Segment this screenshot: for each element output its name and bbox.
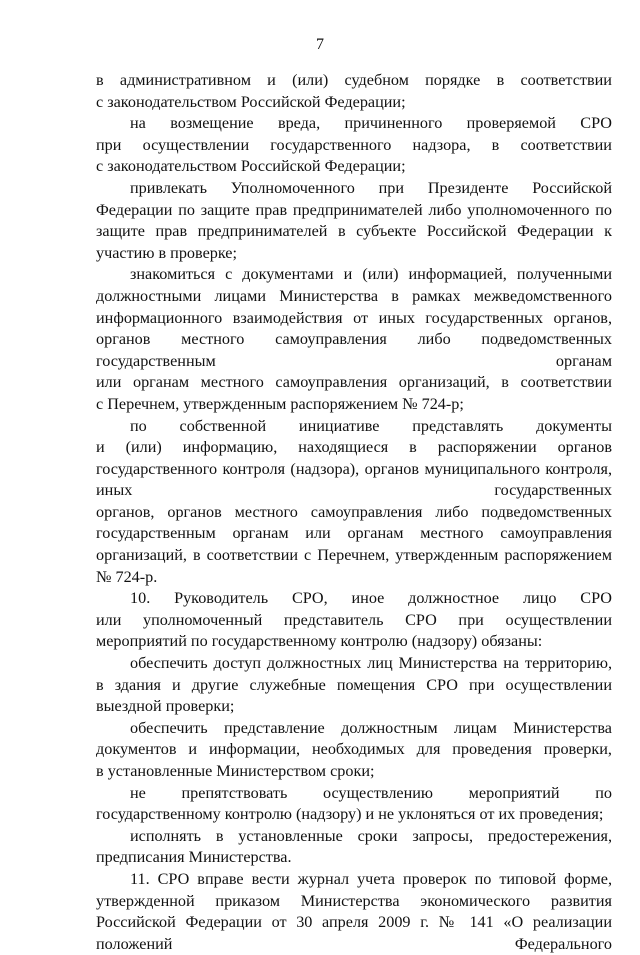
line-spread (96, 135, 612, 157)
word: органам (132, 373, 190, 392)
word: по (130, 416, 147, 435)
paragraph-11: 11. СРО вправе вести журнал учета проверок по типовой форме, утвержденной приказом Министерства экономического развития Российской Федерации от 30 апреля 2009 г. № 141 «О реализации положений Федерального (96, 869, 612, 953)
paragraph-5 (96, 416, 612, 589)
word: в (391, 286, 399, 305)
word: СРО (580, 114, 612, 133)
word: межведомственного (473, 286, 612, 305)
word: возмещение (170, 114, 254, 133)
word: в (491, 135, 500, 154)
word: проверяемой (466, 114, 556, 133)
word: запросы, (412, 826, 474, 845)
paragraph-6 (96, 588, 612, 653)
word: СРО (580, 589, 612, 608)
word: соответствии (520, 135, 612, 154)
word: сроки (357, 826, 398, 845)
word: осуществлении (142, 135, 250, 154)
word: или (96, 373, 122, 392)
word: представлять (412, 416, 504, 435)
word: исполнять (130, 826, 202, 845)
word: органов (167, 502, 222, 521)
word: должностным (341, 718, 438, 737)
word: рамках (412, 286, 461, 305)
word: лицо (522, 589, 557, 608)
word: инициативе (298, 416, 380, 435)
word: информацией, (408, 265, 507, 284)
line-spread (96, 70, 612, 92)
paragraph-text: государственным органам или органам местного самоуправления организаций, в соответствии с Перечнем, утвержденным распоряжением № 724-р. (96, 524, 612, 586)
paragraph-8 (96, 718, 612, 783)
word: соответствии (520, 373, 612, 392)
paragraph-text: в установленные Министерством сроки; (96, 762, 375, 780)
paragraph-3: привлекать Уполномоченного при Президенте Российской Федерации по защите прав предпринимателей либо уполномоченного по защите прав предпринимателей в субъекте Российской Федерации к участию в проверке; (96, 178, 612, 262)
word: с (225, 265, 233, 284)
word: иное (351, 589, 385, 608)
paragraph-text: предписания Министерства. (96, 848, 292, 867)
word: подведомственных (481, 502, 612, 521)
line-spread (96, 826, 612, 848)
line-spread (96, 739, 612, 761)
paragraph-text: с законодательством Российской Федерации; (96, 157, 406, 176)
word: при (96, 135, 122, 154)
word: обеспечить (130, 718, 208, 737)
word: и (343, 265, 353, 284)
word: и (188, 740, 198, 759)
word: документы (536, 416, 612, 435)
word: надзора, (412, 135, 471, 154)
word: знакомиться (130, 265, 216, 284)
word: местного (200, 373, 264, 392)
word: 10. (130, 589, 151, 608)
word: в (96, 71, 104, 89)
word: местного (234, 502, 298, 521)
word: судебном (344, 71, 409, 89)
word: либо (435, 502, 469, 521)
word: документов (96, 740, 177, 759)
word: представление (223, 718, 325, 737)
word: необходимых (311, 740, 405, 759)
paragraph-4 (96, 264, 612, 415)
paragraph-2 (96, 113, 612, 178)
paragraph-1 (96, 70, 612, 113)
word: должностное (408, 589, 500, 608)
word: СРО, (291, 589, 328, 608)
line-spread (96, 718, 612, 740)
word: в (215, 826, 224, 845)
word: Министерства (279, 286, 379, 305)
word: лицам (454, 718, 497, 737)
word: лицами (214, 286, 266, 305)
line-spread (96, 286, 612, 308)
word: и (267, 71, 276, 89)
word: организаций, (398, 373, 490, 392)
word: причиненного (344, 114, 443, 133)
word: вреда, (277, 114, 321, 133)
word: документами (242, 265, 334, 284)
word: (или) (362, 265, 399, 284)
paragraph-9: не препятствовать осуществлению мероприятий по государственному контролю (надзору) и не уклоняться от их проведения; (96, 783, 612, 824)
word: самоуправления (275, 373, 388, 392)
paragraph-10 (96, 826, 612, 869)
word: установленные (238, 826, 343, 845)
word: проведения (452, 740, 532, 759)
word: органов, (96, 502, 155, 521)
line-spread (96, 502, 612, 524)
word: соответствии (520, 71, 612, 89)
word: в (496, 71, 505, 89)
word: информации, (208, 740, 301, 759)
word: проверки, (543, 740, 612, 759)
paragraph-7: обеспечить доступ должностных лиц Министерства на территорию, в здания и другие служебные помещения СРО при осуществлении выездной проверки; (96, 654, 612, 716)
word: на (130, 114, 146, 133)
word: предостережения, (487, 826, 612, 845)
word: самоуправления (310, 502, 423, 521)
word: в (501, 373, 509, 392)
paragraph-text: с законодательством Российской Федерации; (96, 92, 406, 111)
paragraph-text: информационного взаимодействия от иных государственных органов, органов местного самоуправления либо подведомственных государственным органам (96, 308, 612, 370)
paragraph-text: и (или) информацию, находящиеся в распоряжении органов государственного контроля (надзора), органов муниципального контроля, иных государственных (96, 438, 612, 500)
word: для (416, 740, 441, 759)
word: порядке (425, 71, 481, 89)
word: Руководитель (174, 589, 269, 608)
word: административном (119, 71, 251, 89)
line-spread (96, 372, 612, 394)
document-body (96, 70, 612, 955)
paragraph-text: или уполномоченный представитель СРО при осуществлении мероприятий по государственному контролю (надзору) обязаны: (96, 610, 612, 651)
line-spread (96, 264, 612, 286)
line-spread (96, 416, 612, 438)
paragraph-text: с Перечнем, утвержденным распоряжением № 724-р; (96, 394, 464, 413)
word: должностными (96, 286, 202, 305)
word: полученными (516, 265, 612, 284)
word: (или) (292, 71, 329, 89)
word: собственной (179, 416, 267, 435)
page-number: 7 (316, 36, 324, 53)
line-spread (96, 588, 612, 610)
word: Министерства (513, 718, 612, 737)
line-spread (96, 113, 612, 135)
word: государственного (270, 135, 392, 154)
